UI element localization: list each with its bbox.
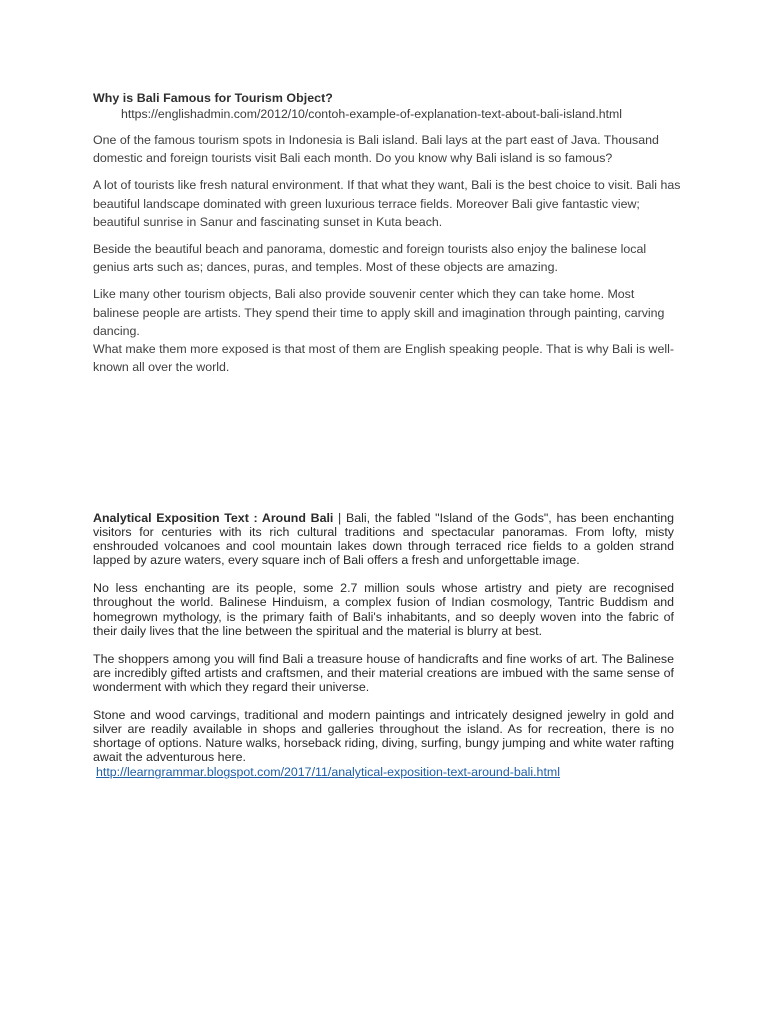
paragraph: Beside the beautiful beach and panorama, domestic and foreign tourists also enjoy the balinese local genius arts such as; dances, puras, and temples. Most of these objects are amazing. (93, 242, 647, 275)
article-why-bali-famous (93, 90, 683, 376)
paragraph (93, 708, 674, 779)
paragraph: One of the famous tourism spots in Indonesia is Bali island. Bali lays at the part east of Java. Thousand domestic and foreign tourists visit Bali each month. Do you know why Bali island is so famous? (93, 133, 659, 166)
paragraph: What make them more exposed is that most of them are English speaking people. That is why Bali is well-known all over the world. (93, 342, 675, 375)
intro-paragraph (93, 511, 674, 567)
paragraph: A lot of tourists like fresh natural environment. If that what they want, Bali is the best choice to visit. Bali has beautiful landscape dominated with green luxurious terrace fields. Moreover Bali give fantastic view; beautiful sunrise in Sanur and fascinating sunset in Kuta beach. (93, 178, 681, 229)
source-link[interactable]: http://learngrammar.blogspot.com/2017/11/analytical-exposition-text-around-bali.html (96, 765, 560, 780)
intro-text: Bali, the fabled "Island of the Gods", has been enchanting visitors for centuries with its rich cultural traditions and spectacular panoramas. From lofty, misty enshrouded volcanoes and cool mountain lakes down through terraced rice fields to a golden strand lapped by azure waters, every square inch of Bali offers a fresh and unforgettable image. (93, 511, 675, 568)
paragraph-text: Stone and wood carvings, traditional and modern paintings and intricately designed jewelry in gold and silver are readily available in shops and galleries throughout the island. As for recreation, there is no shortage of options. Nature walks, horseback riding, diving, surfing, bungy jumping and white water rafting await the adventurous here. (93, 708, 674, 765)
article-heading: Analytical Exposition Text : Around Bali (93, 511, 334, 525)
paragraph: The shoppers among you will find Bali a treasure house of handicrafts and fine works of art. The Balinese are incredibly gifted artists and craftsmen, and their material creations are imbued with the same sense of wonderment with which they regard their universe. (93, 651, 674, 694)
source-url: https://englishadmin.com/2012/10/contoh-example-of-explanation-text-about-bali-island.html (121, 107, 623, 121)
heading-separator: | (333, 511, 346, 525)
paragraph: Like many other tourism objects, Bali also provide souvenir center which they can take home. Most balinese people are artists. They spend their time to apply skill and imagination through painting, carving dancing. (93, 287, 665, 338)
article-title: Why is Bali Famous for Tourism Object? (93, 91, 333, 105)
article-around-bali (93, 511, 674, 780)
paragraph: No less enchanting are its people, some 2.7 million souls whose artistry and piety are recognised throughout the world. Balinese Hinduism, a complex fusion of Indian cosmology, Tantric Buddism and homegrown mythology, is the primary faith of Bali's inhabitants, and so deeply woven into the fabric of their daily lives that the line between the spiritual and the material is blurry at best. (93, 581, 674, 638)
